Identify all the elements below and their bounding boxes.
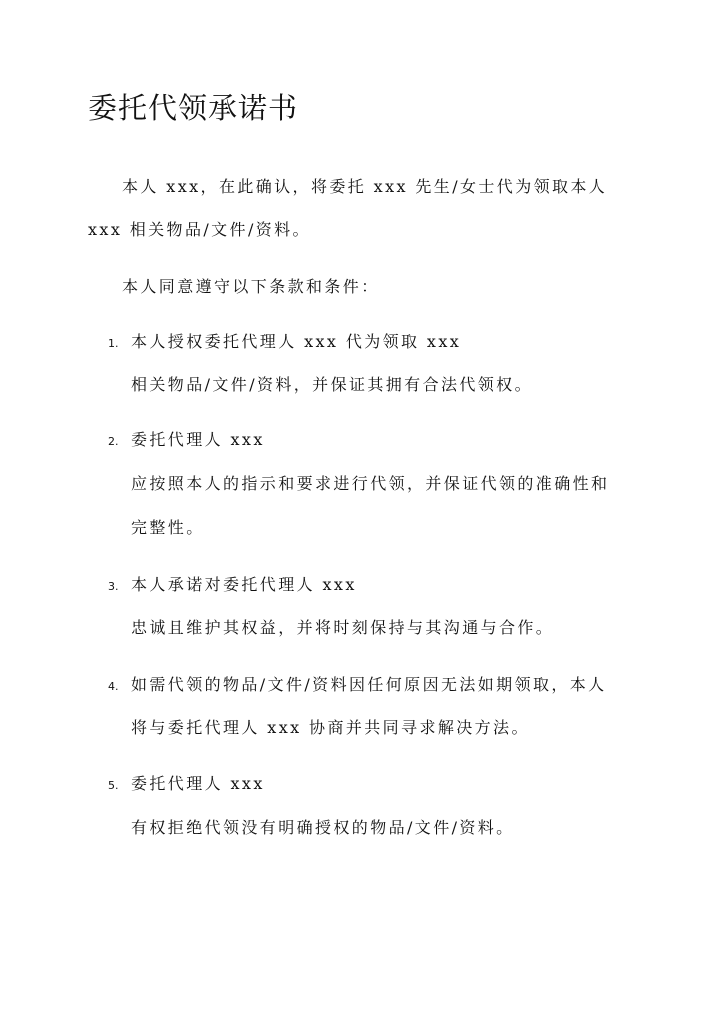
list-item-line: 相关物品/文件/资料，并保证其拥有合法代领权。	[131, 375, 533, 394]
list-item-line: 应按照本人的指示和要求进行代领，并保证代领的准确性和	[131, 474, 610, 493]
item-number: 3.	[108, 580, 119, 593]
list-item-line: 完整性。	[131, 518, 205, 537]
intro-line-1: 本人 xxx，在此确认，将委托 xxx 先生/女士代为领取本人	[122, 177, 608, 196]
intro-line-2: xxx 相关物品/文件/资料。	[88, 220, 311, 239]
list-item-line: 本人承诺对委托代理人 xxx	[131, 575, 357, 594]
list-item-line: 将与委托代理人 xxx 协商并共同寻求解决方法。	[131, 718, 530, 737]
list-item-line: 本人授权委托代理人 xxx 代为领取 xxx	[131, 332, 462, 351]
agreement-statement: 本人同意遵守以下条款和条件：	[122, 277, 380, 296]
item-number: 5.	[108, 779, 119, 792]
list-item-line: 忠诚且维护其权益，并将时刻保持与其沟通与合作。	[131, 618, 555, 637]
list-item-line: 委托代理人 xxx	[131, 430, 265, 449]
item-number: 4.	[108, 680, 119, 693]
item-number: 1.	[108, 337, 119, 350]
item-number: 2.	[108, 435, 119, 448]
list-item-line: 有权拒绝代领没有明确授权的物品/文件/资料。	[131, 818, 515, 837]
document-title: 委托代领承诺书	[88, 91, 299, 125]
list-item-line: 委托代理人 xxx	[131, 774, 265, 793]
list-item-line: 如需代领的物品/文件/资料因任何原因无法如期领取，本人	[131, 675, 607, 694]
